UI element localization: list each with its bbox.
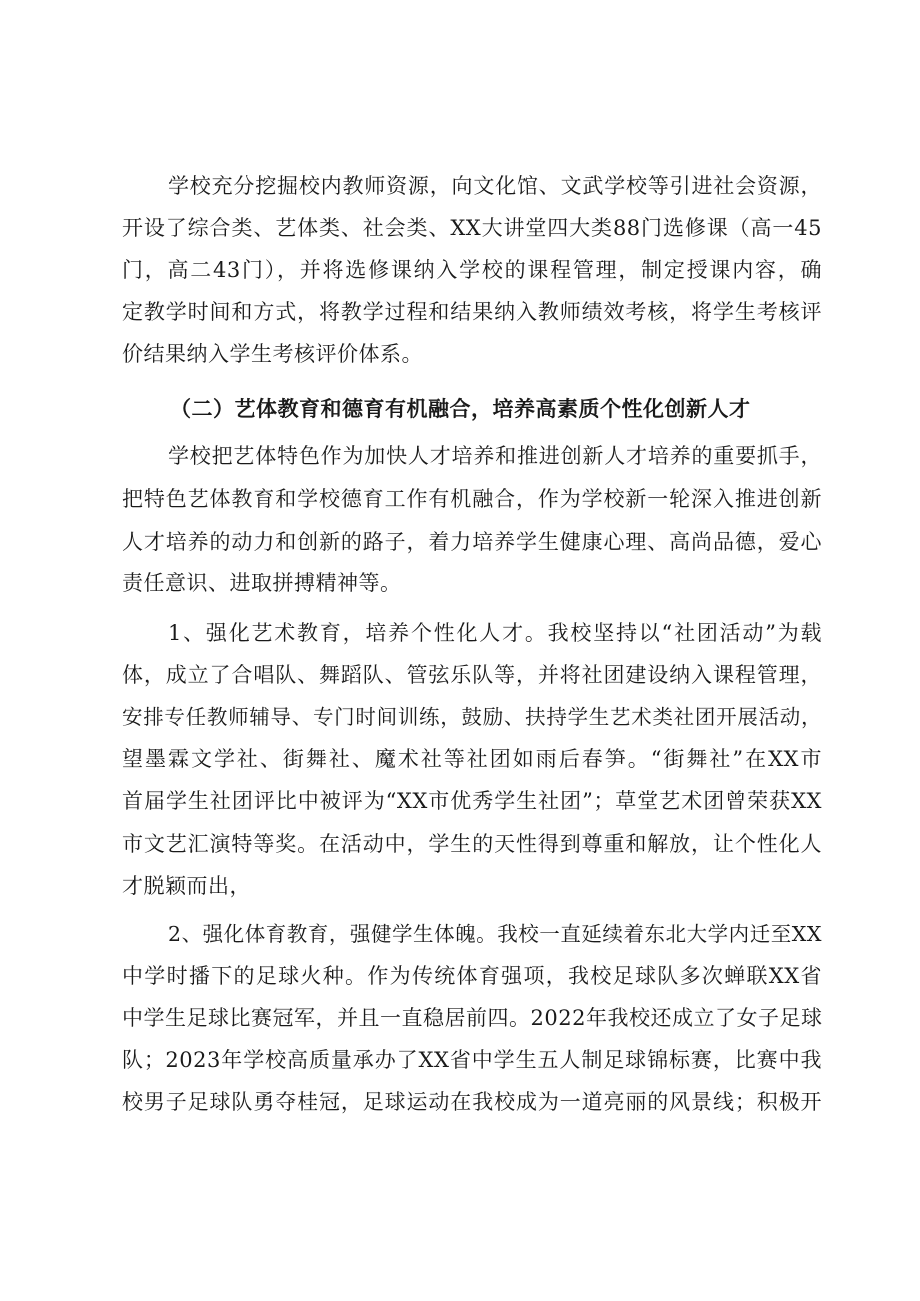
text-line: 队；2023年学校高质量承办了XX省中学生五人制足球锦标赛，比赛中我 (122, 1048, 822, 1072)
text-line: 责任意识、进取拼搏精神等。 (122, 571, 402, 595)
text-line: 学校把艺体特色作为加快人才培养和推进创新人才培养的重要抓手， (168, 444, 822, 468)
text-line: 把特色艺体教育和学校德育工作有机融合，作为学校新一轮深入推进创新 (122, 487, 822, 511)
text-line: 才脱颖而出， (122, 874, 251, 898)
section-heading: （二）艺体教育和德育有机融合，培养高素质个性化创新人才 (170, 397, 751, 421)
text-line: 中学生足球比赛冠军，并且一直稳居前四。2022年我校还成立了女子足球 (122, 1006, 823, 1030)
text-line: 价结果纳入学生考核评价体系。 (122, 342, 423, 366)
text-line: 中学时播下的足球火种。作为传统体育强项，我校足球队多次蝉联XX省 (122, 964, 822, 988)
text-line: 校男子足球队勇夺桂冠，足球运动在我校成为一道亮丽的风景线；积极开 (122, 1090, 822, 1114)
text-line: 体，成立了合唱队、舞蹈队、管弦乐队等，并将社团建设纳入课程管理， (122, 663, 822, 687)
text-line: 定教学时间和方式，将教学过程和结果纳入教师绩效考核，将学生考核评 (122, 300, 822, 324)
text-line: 1、强化艺术教育，培养个性化人才。我校坚持以“社团活动”为载 (168, 621, 822, 645)
text-line: 学校充分挖掘校内教师资源，向文化馆、文武学校等引进社会资源， (168, 174, 822, 198)
text-line: 市文艺汇演特等奖。在活动中，学生的天性得到尊重和解放，让个性化人 (122, 832, 822, 856)
text-line: 开设了综合类、艺体类、社会类、XX大讲堂四大类88门选修课（高一45 (122, 216, 822, 240)
text-line: 2、强化体育教育，强健学生体魄。我校一直延续着东北大学内迁至XX (168, 922, 822, 946)
text-line: 望墨霖文学社、街舞社、魔术社等社团如雨后春笋。“街舞社”在XX市 (122, 747, 822, 771)
text-line: 首届学生社团评比中被评为“XX市优秀学生社团”；草堂艺术团曾荣获XX (122, 789, 822, 813)
text-line: 门，高二43门），并将选修课纳入学校的课程管理，制定授课内容，确 (122, 258, 822, 282)
text-line: 安排专任教师辅导、专门时间训练，鼓励、扶持学生艺术类社团开展活动， (122, 705, 822, 729)
text-line: 人才培养的动力和创新的路子，着力培养学生健康心理、高尚品德，爱心 (122, 530, 822, 554)
